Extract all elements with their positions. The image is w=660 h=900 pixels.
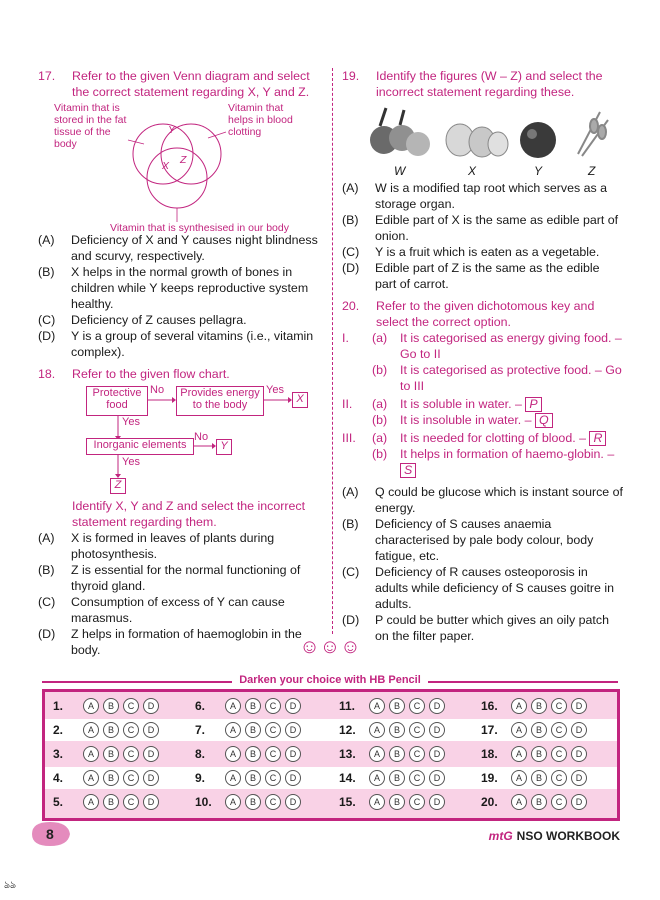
answer-number: 16. [481,699,498,713]
vegetable-images [342,104,624,164]
flow-label-no: No [194,431,209,443]
key-text: It is categorised as energy giving food. – Go to II [400,331,622,361]
key-sub-label: (b) [372,363,388,377]
key-text: It is insoluble in water. – [400,413,532,427]
answer-number: 5. [53,795,64,809]
answer-cell [53,767,163,789]
option-label: (B) [342,517,359,531]
answer-cell [195,791,305,813]
key-step-number: I. [342,331,349,345]
answer-cell [481,743,591,765]
page-number: 8 [46,826,54,842]
answer-bubble-a[interactable]: A [225,794,241,810]
answer-bubble-a[interactable]: A [369,722,385,738]
option-label: (A) [342,181,359,195]
option-c [342,564,624,612]
answer-bubble-d[interactable]: D [571,794,587,810]
answer-number: 7. [195,723,206,737]
option-label: (D) [342,261,360,275]
key-text: It is needed for clotting of blood. – [400,431,586,445]
question-18-stem2 [38,498,326,530]
question-number: 19. [342,69,360,83]
answer-bubble-d[interactable]: D [143,746,159,762]
option-text: Edible part of X is the same as edible part of onion. [375,213,619,243]
option-a [38,530,326,562]
figure-labels [342,164,624,180]
flow-box-inorganic: Inorganic elements [86,438,194,455]
answer-cell [195,695,305,717]
answer-bubble-b[interactable]: B [103,722,119,738]
question-stem: Identify X, Y and Z and select the incorrect statement regarding them. [72,499,306,529]
answer-bubble-d[interactable]: D [429,770,445,786]
key-sub-label: (b) [372,447,388,461]
option-a [342,484,624,516]
answer-bubble-c[interactable]: C [265,770,281,786]
option-a [342,180,624,212]
options-20 [342,484,624,644]
flow-y: Y [216,439,232,455]
answer-bubble-a[interactable]: A [511,746,527,762]
option-label: (B) [342,213,359,227]
answer-cell [195,743,305,765]
answer-bubble-d[interactable]: D [285,698,301,714]
answer-bubble-d[interactable]: D [143,698,159,714]
question-stem: Refer to the given dichotomous key and select the correct option. [376,299,595,329]
key-sub-label: (a) [372,397,388,411]
answer-cell [481,791,591,813]
answer-bubble-a[interactable]: A [83,722,99,738]
option-label: (B) [38,265,55,279]
option-text: Deficiency of R causes osteoporosis in adults while deficiency of S causes goitre in adults. [375,565,614,611]
answer-bubble-a[interactable]: A [225,698,241,714]
question-19 [342,68,624,100]
answer-number: 2. [53,723,64,737]
key-step-1b [342,362,624,394]
answer-bubble-b[interactable]: B [103,794,119,810]
answer-cell [339,695,449,717]
answer-cell [53,719,163,741]
answer-cell [339,767,449,789]
answer-sheet [42,689,620,821]
flow-label-no: No [150,384,165,396]
turnip-image [370,108,430,156]
option-b [38,562,326,594]
answer-sheet-title: Darken your choice with HB Pencil [239,674,421,686]
key-sub-label: (a) [372,331,388,345]
flow-label-yes: Yes [266,384,284,396]
mtg-logo: mtG [488,829,513,843]
venn-diagram [54,102,326,234]
answer-bubble-b[interactable]: B [245,746,261,762]
answer-cell [53,695,163,717]
answer-number: 14. [339,771,356,785]
answer-bubble-c[interactable]: C [409,698,425,714]
answer-bubble-c[interactable]: C [409,722,425,738]
answer-bubble-a[interactable]: A [225,746,241,762]
option-label: (A) [38,233,55,247]
answer-bubble-d[interactable]: D [429,794,445,810]
option-label: (A) [342,485,359,499]
options-17 [38,232,326,360]
option-text: Deficiency of S causes anaemia characterised by pale body colour, body fatigue, etc. [375,517,594,563]
answer-bubble-d[interactable]: D [143,722,159,738]
answer-bubble-b[interactable]: B [389,698,405,714]
left-column [38,68,326,658]
option-text: X is formed in leaves of plants during photosynthesis. [71,531,275,561]
answer-number: 12. [339,723,356,737]
answer-number: 3. [53,747,64,761]
answer-number: 10. [195,795,212,809]
answer-bubble-b[interactable]: B [389,722,405,738]
smiley-icons: ☺☺☺ [299,636,361,658]
answer-bubble-c[interactable]: C [551,722,567,738]
answer-cell [53,791,163,813]
answer-bubble-a[interactable]: A [83,794,99,810]
venn-y: Y [168,124,176,136]
answer-bubble-b[interactable]: B [531,746,547,762]
answer-bubble-a[interactable]: A [83,770,99,786]
key-step-number: III. [342,431,356,445]
option-text: P could be butter which gives an oily patch on the filter paper. [375,613,609,643]
answer-number: 17. [481,723,498,737]
answer-bubble-a[interactable]: A [83,746,99,762]
options-19 [342,180,624,292]
brand-name: NSO WORKBOOK [516,829,620,843]
answer-bubble-a[interactable]: A [511,794,527,810]
answer-bubble-b[interactable]: B [531,770,547,786]
question-number: 18. [38,367,56,381]
answer-bubble-b[interactable]: B [245,794,261,810]
answer-bubble-b[interactable]: B [103,746,119,762]
figure-label-x: X [468,164,477,178]
answer-bubble-d[interactable]: D [143,794,159,810]
tomato-image [520,122,556,158]
option-label: (C) [38,595,56,609]
option-b [342,516,624,564]
garlic-image [446,124,508,157]
flow-label-yes: Yes [122,416,140,428]
option-b [342,212,624,244]
answer-sheet-header [42,674,618,688]
answer-bubble-d[interactable]: D [285,770,301,786]
option-c [38,312,326,328]
right-column [342,68,624,644]
answer-bubble-a[interactable]: A [369,794,385,810]
flow-label-yes: Yes [122,456,140,468]
answer-bubble-a[interactable]: A [511,722,527,738]
answer-bubble-b[interactable]: B [389,794,405,810]
key-text: It helps in formation of haemo-globin. – [400,447,615,461]
option-text: Consumption of excess of Y can cause marasmus. [71,595,285,625]
answer-bubble-c[interactable]: C [123,770,139,786]
answer-bubble-c[interactable]: C [123,698,139,714]
key-sub-label: (b) [372,413,388,427]
answer-bubble-b[interactable]: B [245,698,261,714]
answer-bubble-c[interactable]: C [265,698,281,714]
answer-bubble-c[interactable]: C [551,770,567,786]
question-number: 20. [342,299,360,313]
key-box-r: R [589,431,606,446]
option-a [38,232,326,264]
key-box-q: Q [535,413,553,428]
answer-number: 11. [339,699,356,713]
answer-bubble-a[interactable]: A [369,770,385,786]
answer-cell [481,719,591,741]
answer-bubble-b[interactable]: B [103,698,119,714]
option-d [342,260,624,292]
answer-number: 1. [53,699,64,713]
answer-bubble-d[interactable]: D [143,770,159,786]
page-number-badge [28,819,72,849]
answer-number: 13. [339,747,356,761]
figure-label-w: W [394,164,406,178]
answer-number: 18. [481,747,498,761]
answer-bubble-c[interactable]: C [409,746,425,762]
answer-bubble-a[interactable]: A [369,698,385,714]
option-label: (C) [342,245,360,259]
answer-bubble-d[interactable]: D [285,722,301,738]
option-text: Z helps in formation of haemoglobin in the body. [71,627,302,657]
option-c [342,244,624,260]
option-text: Deficiency of X and Y causes night blindness and scurvy, respectively. [71,233,318,263]
option-label: (D) [38,329,56,343]
option-c [38,594,326,626]
option-text: Z is essential for the normal functioning of thyroid gland. [71,563,301,593]
key-text: It is categorised as protective food. – Go to III [400,363,622,393]
key-step-number: II. [342,397,353,411]
question-number: 17. [38,69,56,83]
flow-x: X [292,392,308,408]
wheat-image [578,112,608,156]
answer-bubble-c[interactable]: C [551,746,567,762]
answer-bubble-d[interactable]: D [571,722,587,738]
answer-bubble-c[interactable]: C [265,794,281,810]
key-step-2b [342,412,624,428]
answer-bubble-b[interactable]: B [245,722,261,738]
answer-bubble-a[interactable]: A [225,722,241,738]
key-sub-label: (a) [372,431,388,445]
option-d [38,328,326,360]
figures-row [342,104,624,164]
flow-box-protective-food: Protective food [86,386,148,416]
option-label: (D) [38,627,56,641]
option-text: Edible part of Z is the same as the edible part of carrot. [375,261,600,291]
answer-bubble-b[interactable]: B [245,770,261,786]
question-stem: Identify the figures (W – Z) and select the incorrect statement regarding these. [376,69,603,99]
dichotomous-key [342,330,624,478]
option-text: Y is a group of several vitamins (i.e., vitamin complex). [71,329,314,359]
answer-cell [339,743,449,765]
key-step-1a [342,330,624,362]
answer-cell [339,719,449,741]
option-text: Q could be glucose which is instant source of energy. [375,485,623,515]
answer-number: 19. [481,771,498,785]
answer-bubble-d[interactable]: D [285,794,301,810]
answer-bubble-d[interactable]: D [429,722,445,738]
answer-number: 15. [339,795,356,809]
corner-mark: ঌঌ [4,880,17,891]
key-step-2a [342,396,624,412]
answer-bubble-a[interactable]: A [369,746,385,762]
option-label: (C) [342,565,360,579]
answer-bubble-c[interactable]: C [123,722,139,738]
option-b [38,264,326,312]
answer-bubble-d[interactable]: D [571,746,587,762]
option-label: (B) [38,563,55,577]
key-step-3a [342,430,624,446]
answer-bubble-d[interactable]: D [571,770,587,786]
option-text: X helps in the normal growth of bones in children while Y keeps reproductive system healthy. [71,265,309,311]
answer-bubble-a[interactable]: A [511,770,527,786]
answer-number: 8. [195,747,206,761]
figure-label-z: Z [588,164,596,178]
venn-right-label: Vitamin that helps in blood clotting [228,102,293,138]
key-box-p: P [525,397,541,412]
flow-chart [38,384,326,498]
answer-number: 6. [195,699,206,713]
answer-bubble-c[interactable]: C [265,722,281,738]
option-text: Y is a fruit which is eaten as a vegetable. [375,245,600,259]
answer-cell [339,791,449,813]
footer-brand [489,829,620,843]
option-label: (D) [342,613,360,627]
answer-cell [195,767,305,789]
question-17 [38,68,326,100]
answer-number: 20. [481,795,498,809]
answer-number: 9. [195,771,206,785]
flow-box-energy: Provides energy to the body [176,386,264,416]
answer-bubble-c[interactable]: C [123,746,139,762]
question-18 [38,366,326,382]
answer-bubble-a[interactable]: A [511,698,527,714]
answer-cell [481,695,591,717]
question-stem: Refer to the given flow chart. [72,367,230,381]
venn-z: Z [180,154,187,166]
option-label: (A) [38,531,55,545]
answer-cell [53,743,163,765]
answer-bubble-d[interactable]: D [429,746,445,762]
key-step-3b [342,446,624,478]
column-divider [332,68,333,634]
answer-bubble-a[interactable]: A [83,698,99,714]
answer-bubble-b[interactable]: B [103,770,119,786]
answer-bubble-c[interactable]: C [409,770,425,786]
answer-number: 4. [53,771,64,785]
answer-bubble-b[interactable]: B [531,698,547,714]
venn-x: X [162,160,170,172]
option-text: Deficiency of Z causes pellagra. [71,313,247,327]
answer-bubble-c[interactable]: C [551,794,567,810]
answer-bubble-b[interactable]: B [531,722,547,738]
answer-cell [481,767,591,789]
answer-bubble-c[interactable]: C [409,794,425,810]
answer-cell [195,719,305,741]
answer-bubble-b[interactable]: B [389,746,405,762]
answer-bubble-c[interactable]: C [123,794,139,810]
option-text: W is a modified tap root which serves as a storage organ. [375,181,608,211]
option-label: (C) [38,313,56,327]
venn-bottom-label: Vitamin that is synthesised in our body [110,222,289,234]
answer-bubble-d[interactable]: D [285,746,301,762]
answer-bubble-c[interactable]: C [265,746,281,762]
answer-bubble-b[interactable]: B [389,770,405,786]
answer-bubble-c[interactable]: C [551,698,567,714]
figure-label-y: Y [534,164,543,178]
question-20 [342,298,624,330]
question-stem: Refer to the given Venn diagram and select the correct statement regarding X, Y and Z. [72,69,310,99]
answer-bubble-a[interactable]: A [225,770,241,786]
key-text: It is soluble in water. – [400,397,522,411]
answer-bubble-d[interactable]: D [429,698,445,714]
answer-bubble-d[interactable]: D [571,698,587,714]
answer-bubble-b[interactable]: B [531,794,547,810]
venn-left-label: Vitamin that is stored in the fat tissue of the body [54,102,127,150]
flow-z: Z [110,478,126,494]
key-box-s: S [400,463,416,478]
